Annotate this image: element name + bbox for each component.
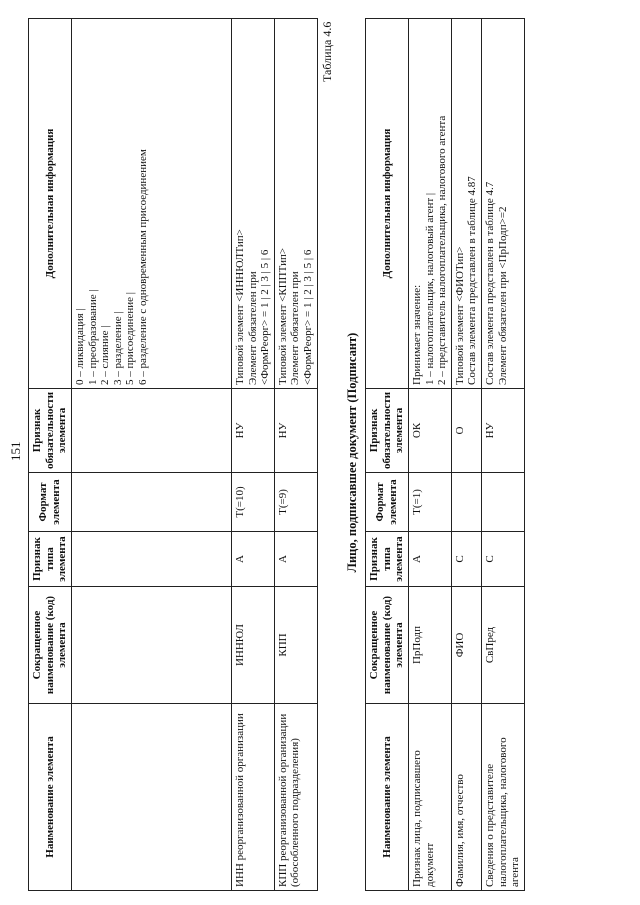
table-header-row (366, 19, 409, 891)
cell-code: ФИО (451, 587, 481, 704)
cell-type: А (408, 532, 451, 587)
table-title: Лицо, подписавшее документ (Подписант) (345, 332, 359, 573)
cell-format: T(=10) (231, 473, 274, 532)
cell-format (451, 473, 481, 532)
info-line: Типовой элемент <ФИОТип> (453, 246, 466, 385)
cell-info (231, 19, 274, 389)
cell-info (482, 19, 525, 389)
cell-format (71, 473, 231, 532)
cell-format: T(=1) (408, 473, 451, 532)
cell-required: О (451, 388, 481, 472)
cell-name: Сведения о представителе налогоплательщика, налогового агента (482, 704, 525, 891)
info-line: Элемент обязателен при (246, 271, 259, 385)
table-row (231, 19, 274, 891)
info-line: <ФормРеорг> = 1 | 2 | 3 | 5 | 6 (259, 249, 272, 385)
table-header-row (29, 19, 72, 891)
info-line: Элемент обязателен при (289, 271, 302, 385)
cell-name: Фамилия, имя, отчество (451, 704, 481, 891)
cell-info (274, 19, 317, 389)
info-line: Состав элемента представлен в таблице 4.87 (466, 176, 479, 385)
cell-type: С (451, 532, 481, 587)
table-row (451, 19, 481, 891)
info-line: Элемент обязателен при <ПрПодп>=2 (496, 206, 509, 385)
info-line: Принимает значение: (410, 284, 423, 385)
cell-code (71, 587, 231, 704)
cell-name: ИНН реорганизованной организации (231, 704, 274, 891)
table-row (408, 19, 451, 891)
info-line: 5 – присоединение | (124, 292, 137, 385)
info-line: 6 – разделение с одновременным присоединением (137, 149, 150, 385)
table-number-caption: Таблица 4.6 (320, 21, 334, 82)
cell-code: КПП (274, 587, 317, 704)
cell-required (71, 388, 231, 472)
cell-name: КПП реорганизованной организации (обособленного подразделения) (274, 704, 317, 891)
cell-info (71, 19, 231, 389)
header-type: Признак типа элемента (366, 532, 409, 587)
cell-info (451, 19, 481, 389)
table-signer-elements (365, 18, 525, 891)
table-row (274, 19, 317, 891)
cell-name (71, 704, 231, 891)
header-required: Признак обязательности элемента (29, 388, 72, 472)
info-line: 0 – ликвидация | (73, 308, 86, 385)
cell-required: НУ (274, 388, 317, 472)
table-row (482, 19, 525, 891)
info-line: Состав элемента представлен в таблице 4.7 (484, 181, 497, 385)
info-line: Типовой элемент <ИННЮЛТип> (233, 229, 246, 385)
cell-name: Признак лица, подписавшего документ (408, 704, 451, 891)
page-number: 151 (8, 441, 23, 461)
cell-code: СвПред (482, 587, 525, 704)
cell-type: А (274, 532, 317, 587)
header-short-name: Сокращенное наименование (код) элемента (29, 587, 72, 704)
header-format: Формат элемента (366, 473, 409, 532)
info-line: Типовой элемент <КППТип> (276, 247, 289, 385)
header-required: Признак обязательности элемента (366, 388, 409, 472)
header-name: Наименование элемента (29, 704, 72, 891)
table-reorg-elements (28, 18, 318, 891)
cell-type: С (482, 532, 525, 587)
header-type: Признак типа элемента (29, 532, 72, 587)
cell-format (482, 473, 525, 532)
cell-type: А (231, 532, 274, 587)
info-line: 1 – преобразование | (86, 289, 99, 385)
info-line: 3 – разделение | (111, 311, 124, 385)
cell-required: НУ (231, 388, 274, 472)
table-row (71, 19, 231, 891)
header-info: Дополнительная информация (29, 19, 72, 389)
info-line: 2 – слияние | (99, 325, 112, 385)
cell-type (71, 532, 231, 587)
cell-required: ОК (408, 388, 451, 472)
header-short-name: Сокращенное наименование (код) элемента (366, 587, 409, 704)
header-info: Дополнительная информация (366, 19, 409, 389)
header-name: Наименование элемента (366, 704, 409, 891)
cell-format: T(=9) (274, 473, 317, 532)
info-line: 1 – налогоплательщик, налоговый агент | (423, 192, 436, 385)
header-format: Формат элемента (29, 473, 72, 532)
cell-info (408, 19, 451, 389)
cell-required: НУ (482, 388, 525, 472)
cell-code: ИННЮЛ (231, 587, 274, 704)
info-line: <ФормРеорг> = 1 | 2 | 3 | 5 | 6 (302, 249, 315, 385)
info-line: 2 – представитель налогоплательщика, налогового агента (436, 115, 449, 385)
cell-code: ПрПодп (408, 587, 451, 704)
